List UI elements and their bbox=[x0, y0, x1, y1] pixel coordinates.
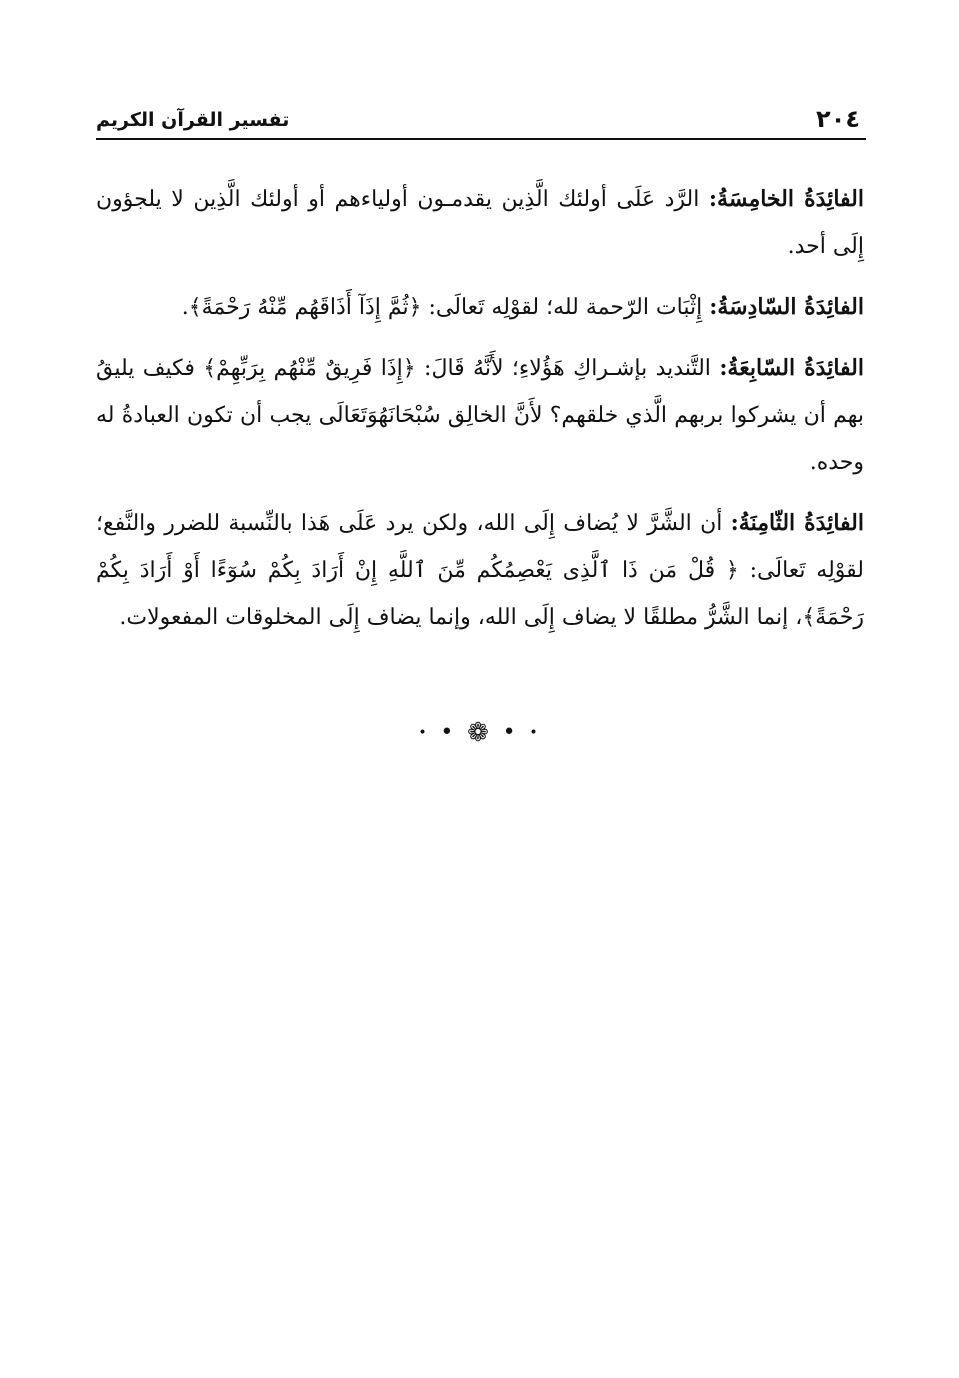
paragraph-text: أن الشَّرَّ لا يُضاف إِلَى الله، ولكن يرد عَلَى هَذا بالنِّسبة للضرر والنَّفع؛ لقوْلِه تَعالَى: ﴿ قُلْ مَن ذَا ٱلَّذِى يَعْصِمُكُم مِّنَ ٱللَّهِ إِنْ أَرَادَ بِكُمْ سُوٓءًا أَوْ أَرَادَ بِكُمْ رَحْمَةً﴾، إنما الشَّرُّ مطلقًا لا يضاف إِلَى الله، وإنما يضاف إِلَى المخلوقات المفعولات. bbox=[96, 511, 864, 630]
divider-dot: • bbox=[502, 720, 520, 745]
divider-dot: • bbox=[418, 725, 431, 741]
divider-dot: • bbox=[440, 720, 458, 745]
paragraph-eighth-benefit bbox=[96, 500, 864, 641]
paragraph-label: الفائِدَةُ الخامِسَةُ: bbox=[708, 186, 864, 212]
paragraph-sixth-benefit bbox=[96, 284, 864, 331]
paragraph-text: الرَّد عَلَى أولئك الَّذِين يقدمـون أولياءهم أو أولئك الَّذِين لا يلجؤون إِلَى أحد. bbox=[96, 187, 864, 259]
section-end-divider bbox=[96, 716, 864, 750]
paragraph-label: الفائِدَةُ الثّامِنَةُ: bbox=[730, 510, 864, 536]
paragraph-text: إِثْبَات الرّحمة لله؛ لقوْلِه تَعالَى: ﴿ثُمَّ إِذَآ أَذَاقَهُم مِّنْهُ رَحْمَةً﴾. bbox=[181, 295, 710, 320]
divider-dot: • bbox=[529, 725, 542, 741]
page-header bbox=[96, 104, 866, 140]
header-rule bbox=[96, 138, 866, 140]
paragraph-fifth-benefit bbox=[96, 176, 864, 270]
paragraph-label: الفائِدَةُ السّادِسَةُ: bbox=[709, 294, 864, 320]
paragraph-text: التَّنديد بإشـراكِ هَؤُلاءِ؛ لأَنَّهُ قَالَ: ﴿إِذَا فَرِيقٌ مِّنْهُم بِرَبِّهِمْ﴾ فكيف يليقُ بهم أن يشركوا بربهم الَّذي خلقهم؟ لأَنَّ الخالِق سُبْحَانَهُوَتَعَالَى يجب أن تكون العبادةُ له وحده. bbox=[96, 356, 864, 475]
paragraph-label: الفائِدَةُ السّابِعَةُ: bbox=[719, 355, 865, 381]
paragraph-seventh-benefit bbox=[96, 345, 864, 486]
page-number: ٢٠٤ bbox=[816, 105, 860, 133]
flower-ornament-icon: ❁ bbox=[467, 718, 493, 748]
page-body bbox=[96, 176, 864, 655]
book-title: تفسير القرآن الكريم bbox=[96, 109, 290, 131]
